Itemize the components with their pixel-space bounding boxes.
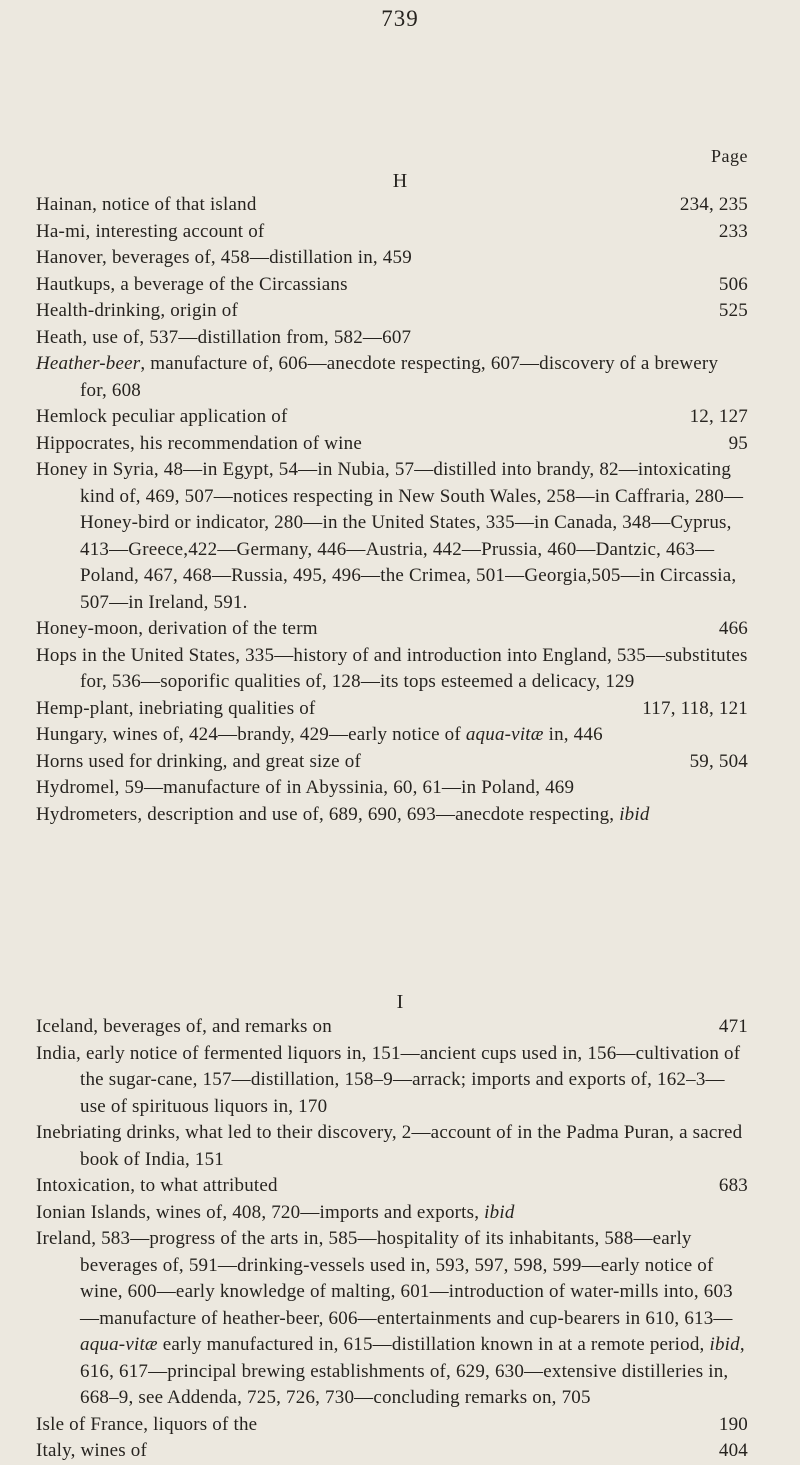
index-entry-pages: 471 (718, 1016, 748, 1037)
index-entry (36, 457, 748, 616)
index-entry-text: Hippocrates, his recommendation of wine (36, 432, 362, 454)
index-entry (36, 272, 748, 299)
index-entry-text: Hainan, notice of that island (36, 194, 257, 215)
index-entry-text: Iceland, beverages of, and remarks on (36, 1016, 332, 1037)
section-h-entries (36, 192, 748, 828)
index-entry (36, 722, 748, 749)
index-entry (36, 404, 748, 431)
index-entry (36, 351, 748, 404)
index-entry-pages: 95 (728, 432, 748, 454)
index-entry-text: Heath, use of, 537—distillation from, 582—607 (36, 326, 412, 348)
page-column-label: Page (711, 146, 748, 166)
index-entry-text: India, early notice of fermented liquors in, 151—ancient cups used in, 156—cultivation of the sugar-cane, 157—distillation, 158–9—arrack; imports and exports of, 162–3—use of spirituous liquors in, 170 (36, 1042, 741, 1117)
index-entry-text: Italy, wines of (36, 1440, 147, 1461)
index-entry (36, 696, 748, 723)
index-entry-pages: 404 (718, 1440, 748, 1461)
section-letter-h: H (392, 170, 408, 192)
index-entry (36, 245, 748, 272)
section-letter-i: I (396, 991, 404, 1013)
index-entry (36, 1120, 748, 1173)
index-entry-text: Hungary, wines of, 424—brandy, 429—early notice of aqua-vitæ in, 446 (36, 724, 603, 745)
index-entry (36, 325, 748, 352)
index-entry-pages: 12, 127 (689, 406, 748, 427)
index-entry-pages: 190 (718, 1413, 748, 1435)
index-entry-text: Ha-mi, interesting account of (36, 220, 265, 242)
index-entry-pages: 233 (718, 220, 748, 242)
index-entry-text: Honey-moon, derivation of the term (36, 618, 318, 639)
index-entry (36, 1173, 748, 1200)
index-entry (36, 219, 748, 246)
index-entry-pages: 683 (718, 1175, 748, 1196)
index-entry (36, 802, 748, 829)
index-entry-pages: 466 (718, 618, 748, 639)
index-entry-pages: 506 (718, 273, 748, 295)
index-entry-pages: 59, 504 (689, 750, 748, 772)
index-entry (36, 298, 748, 325)
index-entry-text: Honey in Syria, 48—in Egypt, 54—in Nubia, 57—distilled into brandy, 82—intoxicating kind of, 469, 507—notices respecting in New South Wales, 258—in Caffraria, 280—Honey-bird or indicator, 280—in the United States, 335—in Canada, 348—Cyprus, 413—Greece,422—Germany, 446—Austria, 442—Prussia, 460—Dantzic, 463—Poland, 467, 468—Russia, 495, 496—the Crimea, 501—Georgia,505—in Circassia, 507—in Ireland, 591. (36, 459, 744, 613)
index-entry (36, 192, 748, 219)
index-entry (36, 1412, 748, 1439)
index-entry-text: Inebriating drinks, what led to their discovery, 2—account of in the Padma Puran, a sacred book of India, 151 (36, 1122, 743, 1170)
index-entry (36, 1438, 748, 1465)
index-entry (36, 1014, 748, 1041)
index-entry-text: Hemp-plant, inebriating qualities of (36, 697, 316, 719)
index-entry-text: Isle of France, liquors of the (36, 1413, 258, 1435)
index-entry-pages: 234, 235 (679, 194, 748, 215)
index-entry-text: Heather-beer, manufacture of, 606—anecdote respecting, 607—discovery of a brewery for, 608 (36, 353, 719, 401)
index-entry-text: Hydrometers, description and use of, 689, 690, 693—anecdote respecting, ibid (36, 803, 650, 825)
index-entry (36, 431, 748, 458)
index-entry-text: Hanover, beverages of, 458—distillation in, 459 (36, 247, 412, 268)
index-entry-text: Hydromel, 59—manufacture of in Abyssinia, 60, 61—in Poland, 469 (36, 777, 575, 798)
index-entry-text: Health-drinking, origin of (36, 300, 239, 321)
page-number: 739 (381, 6, 419, 31)
index-entry (36, 616, 748, 643)
index-entry-pages: 525 (718, 300, 748, 321)
index-entry (36, 749, 748, 776)
section-i-entries (36, 1014, 748, 1465)
index-entry (36, 775, 748, 802)
index-entry-text: Horns used for drinking, and great size of (36, 750, 361, 772)
index-entry (36, 1226, 748, 1412)
index-entry (36, 643, 748, 696)
index-entry-text: Hemlock peculiar application of (36, 406, 288, 427)
index-entry-text: Hops in the United States, 335—history of and introduction into England, 535—substitutes for, 536—soporific qualities of, 128—its tops esteemed a delicacy, 129 (36, 644, 748, 692)
index-entry-text: Ireland, 583—progress of the arts in, 585—hospitality of its inhabitants, 588—early beverages of, 591—drinking-vessels used in, 593, 597, 598, 599—early notice of wine, 600—early knowledge of malting, 601—introduction of water-mills into, 603—manufacture of heather-beer, 606—entertainments and cup-bearers in 610, 613—aqua-vitæ early manufactured in, 615—distillation known in at a remote period, ibid, 616, 617—principal brewing establishments of, 629, 630—extensive distilleries in, 668–9, see Addenda, 725, 726, 730—concluding remarks on, 705 (36, 1228, 745, 1408)
index-entry-text: Hautkups, a beverage of the Circassians (36, 273, 348, 295)
index-entry-text: Ionian Islands, wines of, 408, 720—imports and exports, ibid (36, 1201, 515, 1223)
index-entry (36, 1041, 748, 1121)
index-entry (36, 1200, 748, 1227)
index-entry-text: Intoxication, to what attributed (36, 1175, 278, 1196)
index-entry-pages: 117, 118, 121 (642, 697, 748, 719)
